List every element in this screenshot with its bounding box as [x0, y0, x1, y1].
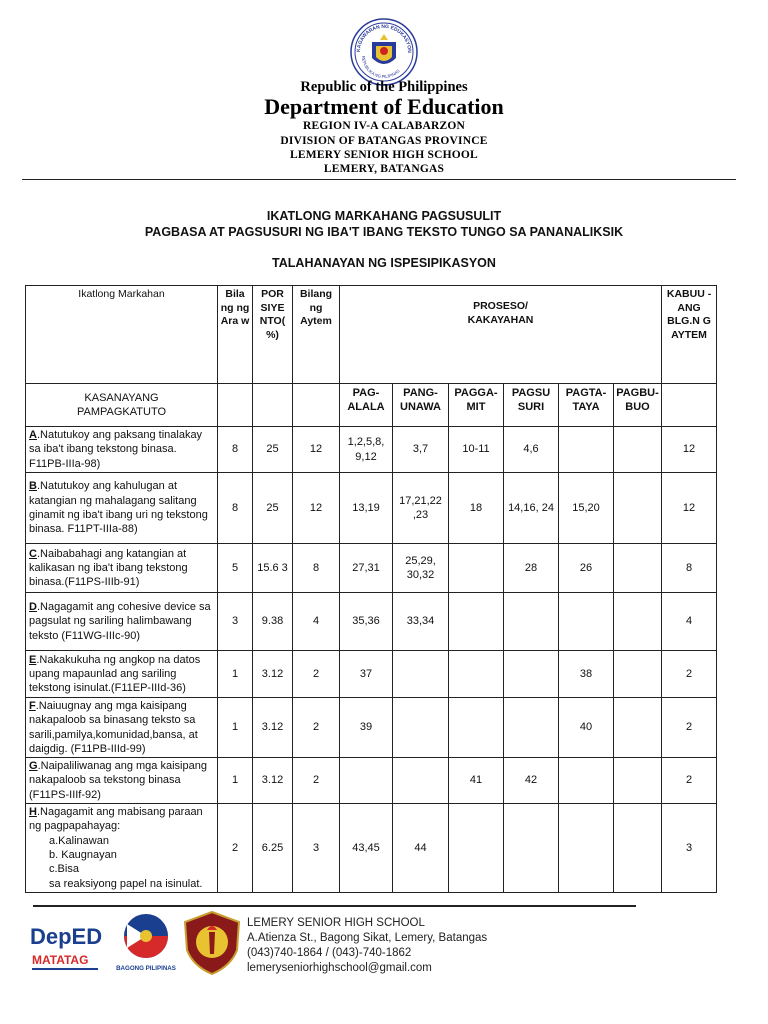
header-competency-label: KASANAYANG PAMPAGKATUTO [76, 391, 167, 418]
cell-suri: 28 [504, 544, 559, 593]
competency-text: .Natutukoy ang paksang tinalakay sa iba't ibang tekstong binasa. F11PB-IIIa-98) [29, 429, 203, 470]
specification-table [25, 285, 717, 893]
cell-taya [559, 427, 614, 473]
cell-days: 5 [218, 544, 253, 593]
competency-text: .Naibabahagi ang katangian at kalikasan ng iba't ibang tekstong binasa.(F11PS-IIIb-91) [29, 547, 188, 589]
cell-unawa: 33,34 [393, 593, 449, 651]
cell-items: 2 [293, 651, 340, 698]
cell-unawa: 25,29, 30,32 [393, 544, 449, 593]
competency-letter: A [29, 429, 37, 442]
cell-items: 2 [293, 758, 340, 804]
cell-total: 2 [662, 758, 717, 804]
cell-percent: 25 [253, 427, 293, 473]
cell-suri: 14,16, 24 [504, 473, 559, 544]
competency-tail: sa reaksiyong papel na isinulat. [49, 877, 203, 890]
cell-taya: 38 [559, 651, 614, 698]
header-buo: PAGBU- BUO [614, 384, 662, 427]
cell-items: 2 [293, 698, 340, 758]
cell-days: 1 [218, 758, 253, 804]
header-division: DIVISION OF BATANGAS PROVINCE [280, 135, 488, 147]
bagong-pilipinas-logo [113, 910, 179, 974]
header-region: REGION IV-A CALABARZON [302, 120, 465, 132]
competency-subitem: a.Kalinawan [49, 834, 109, 847]
competency-letter: D [29, 601, 37, 614]
competency-cell [26, 593, 218, 651]
cell-taya: 15,20 [559, 473, 614, 544]
header-process [340, 286, 662, 384]
cell-days: 8 [218, 427, 253, 473]
cell-gamit: 10-11 [449, 427, 504, 473]
table-row [26, 544, 717, 593]
cell-unawa [393, 651, 449, 698]
cell-total: 8 [662, 544, 717, 593]
cell-total: 12 [662, 473, 717, 544]
cell-alala: 37 [340, 651, 393, 698]
matatag-text: MATATAG [32, 953, 89, 967]
cell-suri [504, 651, 559, 698]
competency-text: .Nakakukuha ng angkop na datos upang mapaunlad ang sariling tekstong isinulat.(F11EP-IIId-36) [29, 653, 201, 695]
cell-gamit: 18 [449, 473, 504, 544]
cell-gamit: 41 [449, 758, 504, 804]
cell-taya [559, 758, 614, 804]
cell-buo [614, 698, 662, 758]
footer-address: A.Atienza St., Bagong Sikat, Lemery, Batangas [247, 932, 488, 944]
header-percent: POR SIYE NTO( %) [253, 286, 293, 384]
school-logo [181, 910, 243, 976]
footer-phones: (043)740-1864 / (043)-740-1862 [247, 947, 412, 959]
competency-cell [26, 758, 218, 804]
table-row [26, 593, 717, 651]
table-row [26, 804, 717, 893]
cell-taya [559, 804, 614, 893]
competency-letter: G [29, 760, 38, 773]
table-row [26, 651, 717, 698]
cell-gamit [449, 698, 504, 758]
cell-alala: 39 [340, 698, 393, 758]
header-row-2 [26, 384, 717, 427]
competency-cell [26, 651, 218, 698]
header-republic: Republic of the Philippines [300, 79, 468, 95]
cell-days: 8 [218, 473, 253, 544]
header-location: LEMERY, BATANGAS [323, 163, 445, 175]
table-row [26, 698, 717, 758]
competency-cell [26, 804, 218, 893]
competency-letter: F [29, 700, 36, 712]
seal-text-top: KAGAWARAN NG EDUKASYON [355, 23, 413, 53]
header-gamit: PAGGA- MIT [449, 384, 504, 427]
header-total: KABUU -ANG BLG.N G AYTEM [662, 286, 717, 384]
cell-unawa [393, 698, 449, 758]
competency-cell [26, 544, 218, 593]
cell-suri [504, 593, 559, 651]
competency-text: .Natutukoy ang kahulugan at katangian ng mahalagang salitang ginamit ng iba't ibang uri ng tekstong binasa. F11PT-IIIa-88) [29, 480, 208, 536]
cell-buo [614, 804, 662, 893]
header-department: Department of Education [264, 94, 504, 119]
competency-text: .Nagagamit ang cohesive device sa pagsulat ng sariling halimbawang teksto (F11WG-IIIc-90) [29, 601, 211, 642]
table-title: TALAHANAYAN NG ISPESIPIKASYON [272, 256, 496, 270]
cell-unawa: 44 [393, 804, 449, 893]
cell-percent: 3.12 [253, 698, 293, 758]
exam-title: IKATLONG MARKAHANG PAGSUSULIT [266, 209, 502, 223]
cell-taya: 40 [559, 698, 614, 758]
cell-total: 12 [662, 427, 717, 473]
cell-buo [614, 473, 662, 544]
cell-items: 4 [293, 593, 340, 651]
cell-percent: 6.25 [253, 804, 293, 893]
cell-items: 3 [293, 804, 340, 893]
header-process-label: PROSESO/ KAKAYAHAN [467, 300, 534, 326]
competency-letter: C [29, 547, 37, 560]
header-days: Bila ng ng Ara w [218, 286, 253, 384]
competency-cell [26, 427, 218, 473]
header-school: LEMERY SENIOR HIGH SCHOOL [290, 149, 478, 161]
cell-suri [504, 698, 559, 758]
cell-days: 1 [218, 651, 253, 698]
header-alala: PAG- ALALA [340, 384, 393, 427]
competency-text: .Nagagamit ang mabisang paraan ng pagpapahayag: [29, 806, 203, 833]
cell-total: 3 [662, 804, 717, 893]
cell-percent: 15.6 3 [253, 544, 293, 593]
cell-buo [614, 593, 662, 651]
cell-alala: 35,36 [340, 593, 393, 651]
cell-gamit [449, 593, 504, 651]
cell-suri: 4,6 [504, 427, 559, 473]
cell-alala [340, 758, 393, 804]
header-row-1 [26, 286, 717, 384]
table-row [26, 758, 717, 804]
seal-text-bottom: REPUBLIKA NG PILIPINAS [360, 55, 401, 80]
competency-cell [26, 473, 218, 544]
cell-gamit [449, 651, 504, 698]
cell-buo [614, 651, 662, 698]
cell-alala: 27,31 [340, 544, 393, 593]
cell-alala: 13,19 [340, 473, 393, 544]
cell-suri: 42 [504, 758, 559, 804]
cell-buo [614, 758, 662, 804]
deped-logo-text: DepED [30, 924, 102, 949]
cell-items: 12 [293, 427, 340, 473]
cell-items: 8 [293, 544, 340, 593]
bagong-pilipinas-text: BAGONG PILIPINAS [116, 965, 176, 972]
cell-gamit [449, 804, 504, 893]
cell-total: 4 [662, 593, 717, 651]
header-suri: PAGSU SURI [504, 384, 559, 427]
competency-subitem: c.Bisa [49, 863, 79, 876]
competency-letter: H [29, 806, 37, 819]
cell-alala: 1,2,5,8, 9,12 [340, 427, 393, 473]
cell-percent: 9.38 [253, 593, 293, 651]
cell-suri [504, 804, 559, 893]
subject-title: PAGBASA AT PAGSUSURI NG IBA'T IBANG TEKSTO TUNGO SA PANANALIKSIK [144, 225, 624, 239]
competency-subitem: b. Kaugnayan [49, 849, 117, 862]
footer-school-name: LEMERY SENIOR HIGH SCHOOL [247, 917, 425, 929]
cell-taya: 26 [559, 544, 614, 593]
cell-unawa: 17,21,22 ,23 [393, 473, 449, 544]
cell-percent: 25 [253, 473, 293, 544]
table-row [26, 473, 717, 544]
cell-unawa: 3,7 [393, 427, 449, 473]
table-row [26, 427, 717, 473]
footer-divider [33, 905, 636, 907]
competency-text: .Naipaliliwanag ang mga kaisipang nakapaloob sa tekstong binasa (F11PS-IIIf-92) [29, 760, 207, 801]
cell-days: 1 [218, 698, 253, 758]
cell-percent: 3.12 [253, 758, 293, 804]
competency-letter: B [29, 480, 37, 493]
cell-buo [614, 427, 662, 473]
cell-buo [614, 544, 662, 593]
header-divider [22, 179, 736, 180]
header-taya: PAGTA- TAYA [559, 384, 614, 427]
deped-seal-logo [350, 18, 418, 86]
competency-text: .Naiuugnay ang mga kaisipang nakapaloob sa binasang teksto sa sarili,pamilya,komunidad,bansa, at daigdig. (F11PB-IIId-99) [29, 700, 198, 755]
competency-letter: E [29, 653, 37, 666]
header-quarter: Ikatlong Markahan [26, 286, 218, 384]
cell-total: 2 [662, 651, 717, 698]
header-items: Bilang ng Aytem [293, 286, 340, 384]
cell-days: 3 [218, 593, 253, 651]
deped-matatag-logo [30, 916, 102, 974]
cell-days: 2 [218, 804, 253, 893]
cell-gamit [449, 544, 504, 593]
cell-alala: 43,45 [340, 804, 393, 893]
cell-total: 2 [662, 698, 717, 758]
competency-cell [26, 698, 218, 758]
cell-unawa [393, 758, 449, 804]
header-competency [26, 384, 218, 427]
cell-items: 12 [293, 473, 340, 544]
footer-email: lemeryseniorhighschool@gmail.com [247, 962, 432, 974]
header-unawa: PANG- UNAWA [393, 384, 449, 427]
cell-percent: 3.12 [253, 651, 293, 698]
cell-taya [559, 593, 614, 651]
